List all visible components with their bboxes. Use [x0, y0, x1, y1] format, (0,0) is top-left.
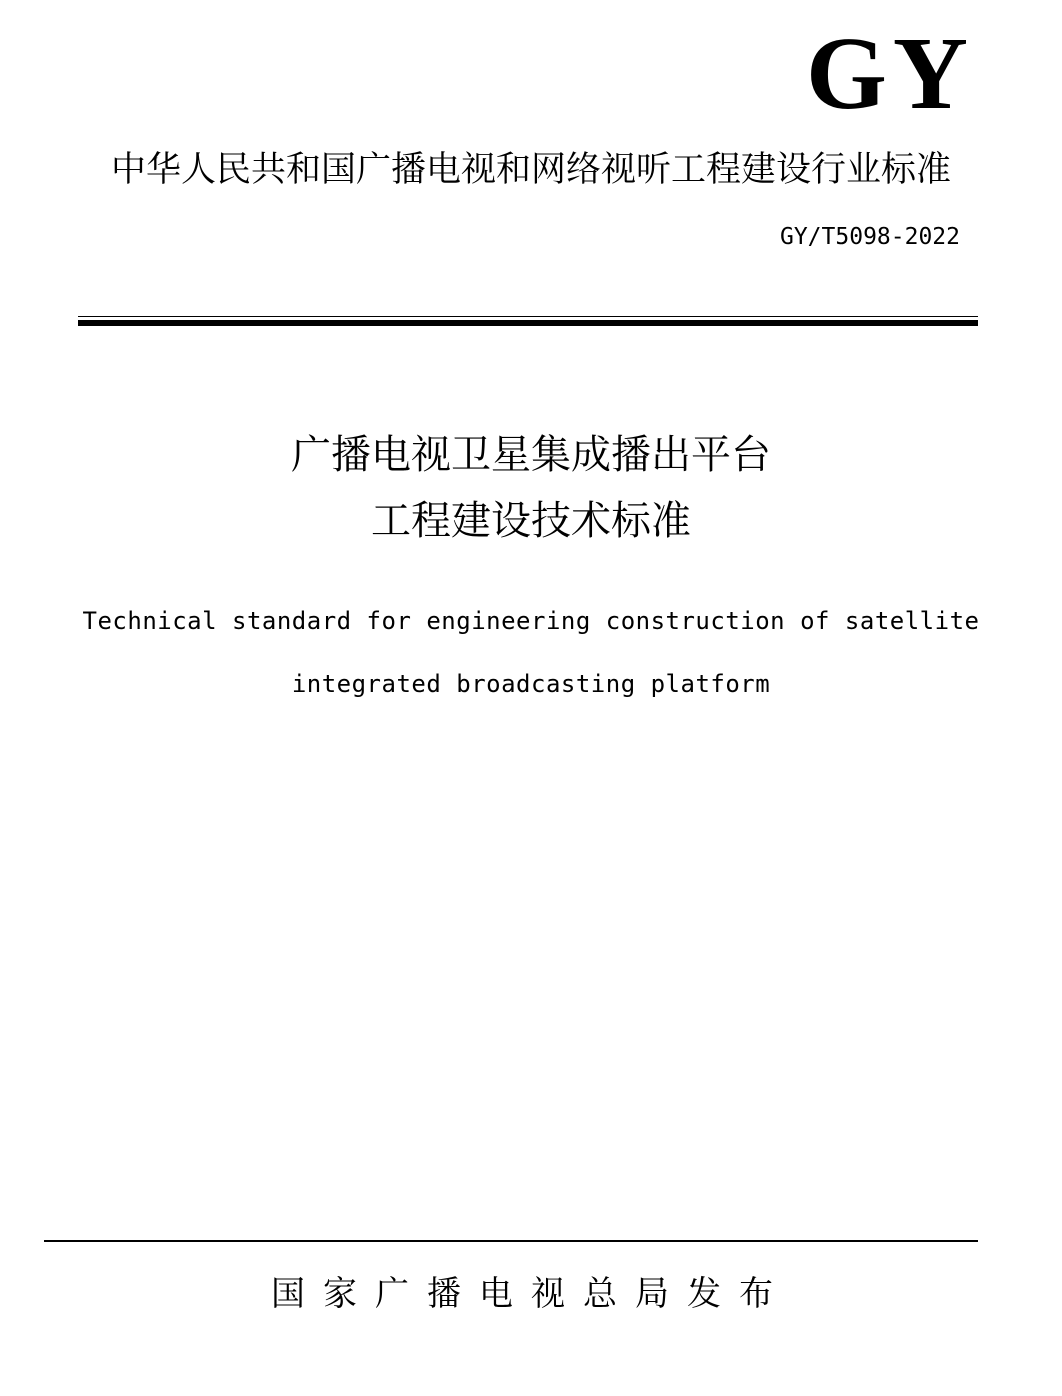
title-en-line-2: integrated broadcasting platform [291, 670, 771, 698]
header-divider-thick [78, 320, 978, 326]
header-divider-thin [78, 316, 978, 317]
footer-divider [44, 1240, 978, 1242]
document-title-zh [0, 422, 1062, 554]
publisher: 国家广播电视总局发布 [271, 1274, 791, 1314]
issuing-authority: 中华人民共和国广播电视和网络视听工程建设行业标准 [110, 150, 951, 190]
gy-logo: GY [806, 16, 974, 131]
title-en-line-1: Technical standard for engineering construction of satellite [82, 607, 980, 635]
title-zh-line-2: 工程建设技术标准 [371, 498, 691, 544]
title-zh-line-1: 广播电视卫星集成播出平台 [291, 432, 771, 478]
document-title-en [0, 590, 1062, 716]
standard-number: GY/T5098-2022 [779, 224, 960, 250]
